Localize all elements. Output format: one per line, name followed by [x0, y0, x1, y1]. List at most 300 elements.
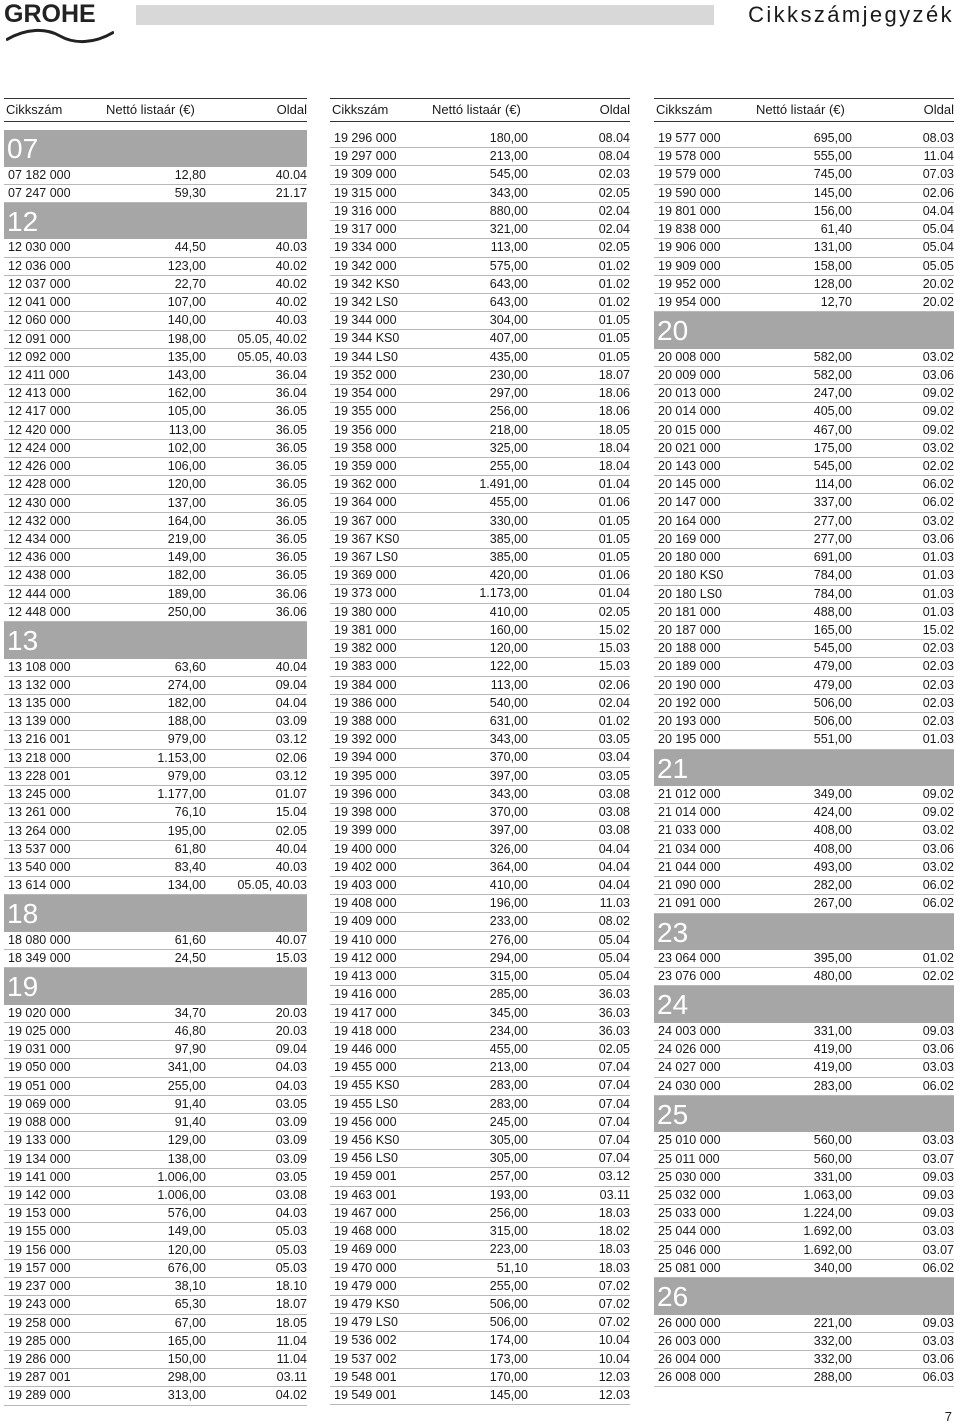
net-price: 331,00: [813, 1023, 852, 1038]
header-cikkszam: Cikkszám: [656, 102, 713, 117]
table-row: [654, 713, 954, 731]
table-row: [330, 932, 630, 950]
page-ref: 03.07: [922, 1151, 954, 1166]
net-price: 255,00: [489, 1278, 528, 1293]
section-header: [4, 130, 307, 167]
article-number: 19 392 000: [334, 732, 397, 747]
article-number: 19 412 000: [334, 950, 397, 965]
table-row: [330, 458, 630, 476]
net-price: 435,00: [489, 349, 528, 364]
net-price: 173,00: [489, 1351, 528, 1366]
page-ref: 03.02: [922, 859, 954, 874]
net-price: 34,70: [174, 1005, 206, 1020]
article-number: 20 195 000: [658, 732, 721, 747]
article-number: 24 003 000: [658, 1023, 721, 1038]
article-number: 13 245 000: [8, 787, 71, 802]
table-row: [4, 713, 307, 731]
table-row: [330, 1351, 630, 1369]
net-price: 325,00: [489, 440, 528, 455]
article-number: 13 132 000: [8, 677, 71, 692]
page-ref: 12.03: [598, 1388, 630, 1403]
net-price: 880,00: [489, 203, 528, 218]
article-number: 20 180 000: [658, 550, 721, 565]
net-price: 174,00: [489, 1333, 528, 1348]
page-ref: 09.03: [922, 1315, 954, 1330]
article-number: 18 080 000: [8, 932, 71, 947]
article-number: 07 247 000: [8, 185, 71, 200]
table-row: [654, 640, 954, 658]
article-number: 20 021 000: [658, 440, 721, 455]
net-price: 149,00: [167, 1224, 206, 1239]
page-ref: 40.02: [275, 295, 307, 310]
table-row: [330, 695, 630, 713]
table-row: [4, 495, 307, 513]
table-row: [654, 822, 954, 840]
page-ref: 40.04: [275, 167, 307, 182]
page-ref: 10.04: [598, 1333, 630, 1348]
article-number: 19 309 000: [334, 167, 397, 182]
section-number: 07: [7, 133, 39, 164]
net-price: 1.692,00: [803, 1242, 852, 1257]
net-price: 283,00: [813, 1078, 852, 1093]
table-row: [654, 531, 954, 549]
table-row: [4, 604, 307, 622]
table-row: [654, 258, 954, 276]
table-row: [654, 1242, 954, 1260]
table-row: [330, 749, 630, 767]
table-row: [654, 239, 954, 257]
net-price: 408,00: [813, 823, 852, 838]
page-ref: 02.05: [598, 185, 630, 200]
table-row: [654, 677, 954, 695]
table-row: [654, 422, 954, 440]
net-price: 313,00: [167, 1388, 206, 1403]
net-price: 506,00: [489, 1315, 528, 1330]
net-price: 149,00: [167, 550, 206, 565]
page-ref: 05.05, 40.03: [237, 878, 307, 893]
article-number: 19 410 000: [334, 932, 397, 947]
article-number: 25 010 000: [658, 1133, 721, 1148]
net-price: 277,00: [813, 513, 852, 528]
table-row: [654, 841, 954, 859]
table-row: [4, 1205, 307, 1223]
article-number: 19 354 000: [334, 386, 397, 401]
page-number: 7: [944, 1409, 952, 1424]
net-price: 294,00: [489, 950, 528, 965]
article-number: 19 316 000: [334, 203, 397, 218]
table-row: [4, 239, 307, 257]
page-ref: 05.04: [598, 950, 630, 965]
table-row: [654, 494, 954, 512]
article-number: 20 169 000: [658, 531, 721, 546]
article-number: 19 156 000: [8, 1242, 71, 1257]
net-price: 61,60: [174, 932, 206, 947]
net-price: 122,00: [489, 659, 528, 674]
table-row: [4, 750, 307, 768]
net-price: 114,00: [814, 477, 852, 492]
table-row: [330, 1387, 630, 1405]
page-ref: 04.04: [598, 841, 630, 856]
page-ref: 11.04: [276, 1351, 307, 1366]
net-price: 410,00: [489, 877, 528, 892]
page-ref: 03.04: [598, 750, 630, 765]
table-row: [4, 823, 307, 841]
net-price: 631,00: [489, 714, 528, 728]
table-row: [4, 549, 307, 567]
net-price: 255,00: [489, 458, 528, 473]
net-price: 137,00: [167, 495, 206, 510]
net-price: 545,00: [813, 641, 852, 656]
net-price: 506,00: [489, 1297, 528, 1311]
net-price: 370,00: [489, 750, 528, 765]
net-price: 1.063,00: [803, 1188, 852, 1202]
section-header: [4, 203, 307, 240]
article-number: 12 438 000: [8, 568, 71, 583]
article-number: 19 286 000: [8, 1351, 71, 1366]
table-row: [4, 367, 307, 385]
net-price: 180,00: [489, 131, 528, 145]
article-number: 19 467 000: [334, 1205, 397, 1220]
page-ref: 09.03: [922, 1023, 954, 1038]
table-row: [654, 276, 954, 294]
net-price: 182,00: [167, 568, 206, 583]
article-number: 13 228 001: [8, 768, 71, 783]
header-netto-listaar: Nettó listaár (€): [106, 102, 195, 117]
article-number: 19 386 000: [334, 695, 397, 710]
table-row: [330, 1205, 630, 1223]
table-row: [330, 859, 630, 877]
net-price: 188,00: [167, 714, 206, 729]
page-ref: 36.05: [275, 513, 307, 528]
net-price: 340,00: [813, 1260, 852, 1275]
table-row: [4, 1059, 307, 1077]
article-number: 13 540 000: [8, 859, 71, 874]
page-ref: 01.06: [598, 568, 630, 583]
section-number: 12: [7, 205, 39, 237]
article-number: 19 373 000: [334, 586, 397, 601]
table-row: [330, 258, 630, 276]
table-row: [4, 1041, 307, 1059]
net-price: 643,00: [489, 276, 528, 291]
table-row: [330, 604, 630, 622]
net-price: 488,00: [813, 604, 852, 619]
net-price: 107,00: [167, 295, 206, 310]
table-row: [330, 1241, 630, 1259]
table-row: [4, 1223, 307, 1241]
table-row: [330, 1168, 630, 1186]
net-price: 343,00: [489, 185, 528, 200]
article-number: 19 364 000: [334, 495, 397, 510]
article-number: 19 142 000: [8, 1188, 71, 1202]
page-ref: 03.07: [922, 1242, 954, 1257]
page-ref: 02.05: [598, 1041, 630, 1056]
article-number: 19 088 000: [8, 1115, 71, 1130]
article-number: 19 455 000: [334, 1060, 397, 1075]
table-row: [330, 513, 630, 531]
article-number: 19 455 LS0: [334, 1096, 398, 1111]
page-ref: 18.03: [598, 1205, 630, 1220]
page-ref: 01.02: [598, 258, 630, 273]
table-row: [330, 640, 630, 658]
net-price: 691,00: [813, 550, 852, 565]
page-ref: 18.04: [598, 458, 630, 473]
article-number: 13 218 000: [8, 750, 71, 765]
page-ref: 03.09: [275, 1133, 307, 1148]
article-number: 12 444 000: [8, 586, 71, 601]
table-row: [654, 1151, 954, 1169]
article-number: 19 334 000: [334, 240, 397, 255]
net-price: 61,80: [174, 841, 206, 856]
page-ref: 20.03: [275, 1024, 307, 1039]
net-price: 304,00: [489, 313, 528, 328]
page-ref: 40.04: [275, 841, 307, 856]
table-row: [330, 276, 630, 294]
net-price: 193,00: [489, 1187, 528, 1202]
net-price: 83,40: [174, 859, 206, 874]
table-row: [4, 659, 307, 677]
net-price: 420,00: [489, 568, 528, 583]
table-row: [4, 1023, 307, 1041]
article-number: 19 536 002: [334, 1333, 397, 1348]
net-price: 230,00: [489, 367, 528, 382]
net-price: 285,00: [489, 987, 528, 1002]
section-header: [4, 622, 307, 659]
table-row: [4, 567, 307, 585]
table-row: [330, 130, 630, 148]
page-ref: 04.03: [275, 1078, 307, 1093]
article-number: 25 046 000: [658, 1242, 721, 1257]
net-price: 91,40: [174, 1115, 206, 1130]
section-header: [4, 895, 307, 932]
net-price: 345,00: [489, 1005, 528, 1020]
page-ref: 03.08: [598, 823, 630, 838]
article-number: 19 369 000: [334, 568, 397, 583]
article-number: 19 344 000: [334, 313, 397, 328]
section-header: [654, 750, 954, 787]
net-price: 223,00: [489, 1242, 528, 1257]
net-price: 479,00: [813, 659, 852, 674]
net-price: 582,00: [813, 349, 852, 364]
article-number: 19 243 000: [8, 1297, 71, 1312]
net-price: 337,00: [813, 495, 852, 510]
net-price: 276,00: [489, 932, 528, 947]
page-ref: 03.09: [275, 1151, 307, 1166]
article-number: 18 349 000: [8, 951, 71, 966]
table-row: [4, 312, 307, 330]
table-row: [330, 968, 630, 986]
header-netto-listaar: Nettó listaár (€): [432, 102, 521, 117]
page-ref: 07.04: [598, 1133, 630, 1148]
table-row: [654, 458, 954, 476]
article-number: 21 044 000: [658, 859, 721, 874]
net-price: 297,00: [489, 386, 528, 401]
net-price: 129,00: [167, 1133, 206, 1148]
net-price: 385,00: [489, 550, 528, 565]
table-row: [4, 458, 307, 476]
table-row: [4, 1260, 307, 1278]
page-ref: 18.07: [275, 1297, 307, 1312]
article-number: 19 382 000: [334, 641, 397, 656]
table-row: [330, 349, 630, 367]
net-price: 283,00: [489, 1078, 528, 1093]
article-number: 20 143 000: [658, 459, 721, 473]
table-row: [654, 604, 954, 622]
article-number: 19 909 000: [658, 258, 721, 273]
table-row: [330, 713, 630, 731]
page-ref: 36.05: [275, 477, 307, 492]
table-row: [4, 786, 307, 804]
table-row: [4, 950, 307, 968]
page-ref: 04.03: [275, 1060, 307, 1075]
table-row: [330, 239, 630, 257]
article-number: 19 025 000: [8, 1024, 71, 1039]
page-ref: 01.03: [922, 604, 954, 619]
article-number: 12 420 000: [8, 422, 71, 437]
net-price: 341,00: [167, 1060, 206, 1075]
table-row: [4, 859, 307, 877]
table-row: [654, 1333, 954, 1351]
net-price: 51,10: [496, 1260, 528, 1275]
article-number: 12 424 000: [8, 440, 71, 455]
index-body: [4, 130, 307, 1406]
page-ref: 20.03: [275, 1005, 307, 1020]
net-price: 676,00: [167, 1260, 206, 1275]
article-number: 20 189 000: [658, 659, 721, 674]
page-ref: 02.05: [598, 604, 630, 619]
article-number: 21 014 000: [658, 805, 721, 820]
table-row: [4, 586, 307, 604]
article-number: 19 367 000: [334, 513, 397, 528]
table-row: [330, 786, 630, 804]
net-price: 162,00: [167, 386, 206, 401]
table-row: [4, 185, 307, 203]
article-number: 25 033 000: [658, 1206, 721, 1221]
table-row: [654, 1023, 954, 1041]
page-ref: 04.02: [275, 1388, 307, 1403]
net-price: 576,00: [167, 1206, 206, 1221]
page-ref: 36.05: [275, 440, 307, 455]
article-number: 19 400 000: [334, 841, 397, 856]
net-price: 315,00: [489, 969, 528, 984]
article-number: 13 108 000: [8, 659, 71, 674]
table-row: [330, 1005, 630, 1023]
net-price: 1.006,00: [157, 1169, 206, 1184]
section-number: 25: [657, 1098, 689, 1130]
net-price: 1.491,00: [479, 477, 528, 492]
table-row: [330, 1077, 630, 1095]
net-price: 343,00: [489, 732, 528, 747]
article-number: 20 181 000: [658, 604, 721, 619]
section-number: 20: [657, 315, 689, 347]
page-ref: 03.09: [275, 1115, 307, 1130]
table-row: [330, 1296, 630, 1314]
article-number: 12 060 000: [8, 313, 71, 328]
article-number: 19 952 000: [658, 276, 721, 291]
table-row: [654, 130, 954, 148]
article-number: 21 091 000: [658, 896, 721, 911]
article-number: 19 344 LS0: [334, 349, 398, 364]
section-header: [654, 1278, 954, 1315]
page-ref: 18.03: [598, 1260, 630, 1275]
table-row: [4, 476, 307, 494]
article-number: 19 394 000: [334, 750, 397, 765]
net-price: 76,10: [174, 805, 206, 820]
page-ref: 36.05: [275, 568, 307, 583]
net-price: 695,00: [813, 131, 852, 145]
table-row: [4, 1315, 307, 1333]
page-ref: 10.04: [598, 1351, 630, 1366]
net-price: 305,00: [489, 1151, 528, 1166]
table-row: [4, 695, 307, 713]
page-ref: 36.04: [275, 386, 307, 401]
page-ref: 05.04: [922, 240, 954, 255]
article-number: 19 403 000: [334, 877, 397, 892]
page-ref: 03.12: [275, 768, 307, 783]
article-number: 19 479 000: [334, 1278, 397, 1293]
article-number: 19 456 KS0: [334, 1133, 400, 1148]
article-number: 19 285 000: [8, 1333, 71, 1348]
article-number: 24 026 000: [658, 1042, 721, 1057]
table-row: [4, 768, 307, 786]
page-ref: 36.05: [275, 404, 307, 419]
article-number: 20 014 000: [658, 404, 721, 419]
page-ref: 01.02: [598, 276, 630, 291]
page-ref: 03.05: [598, 768, 630, 783]
net-price: 506,00: [813, 714, 852, 729]
article-number: 20 190 000: [658, 677, 721, 692]
net-price: 195,00: [167, 823, 206, 838]
page-ref: 02.03: [922, 695, 954, 710]
article-number: 23 076 000: [658, 969, 721, 984]
article-number: 13 264 000: [8, 823, 71, 838]
article-number: 19 359 000: [334, 458, 397, 473]
page-ref: 08.04: [598, 149, 630, 164]
header-cikkszam: Cikkszám: [6, 102, 63, 117]
table-row: [330, 877, 630, 895]
net-price: 213,00: [489, 149, 528, 164]
page-ref: 01.04: [598, 586, 630, 601]
page-ref: 07.02: [598, 1297, 630, 1311]
net-price: 247,00: [813, 386, 852, 401]
page-ref: 03.06: [922, 841, 954, 856]
net-price: 1.173,00: [479, 586, 528, 601]
page-ref: 06.02: [922, 495, 954, 510]
page-ref: 03.11: [599, 1187, 630, 1202]
article-number: 19 297 000: [334, 149, 397, 164]
article-number: 20 008 000: [658, 349, 721, 364]
article-number: 12 411 000: [8, 367, 70, 382]
article-number: 19 418 000: [334, 1023, 397, 1038]
table-row: [330, 367, 630, 385]
net-price: 582,00: [813, 367, 852, 382]
table-row: [654, 349, 954, 367]
net-price: 545,00: [813, 459, 852, 473]
page-ref: 40.04: [275, 659, 307, 674]
article-number: 20 147 000: [658, 495, 721, 510]
net-price: 395,00: [813, 951, 852, 966]
article-number: 19 548 001: [334, 1369, 397, 1384]
net-price: 349,00: [813, 787, 852, 801]
table-row: [330, 1041, 630, 1059]
article-number: 19 051 000: [8, 1078, 71, 1093]
page-ref: 36.05: [275, 531, 307, 546]
net-price: 480,00: [813, 969, 852, 984]
table-row: [330, 986, 630, 1004]
article-number: 25 011 000: [658, 1151, 720, 1166]
net-price: 221,00: [813, 1315, 852, 1330]
net-price: 189,00: [167, 586, 206, 601]
table-row: [654, 786, 954, 804]
